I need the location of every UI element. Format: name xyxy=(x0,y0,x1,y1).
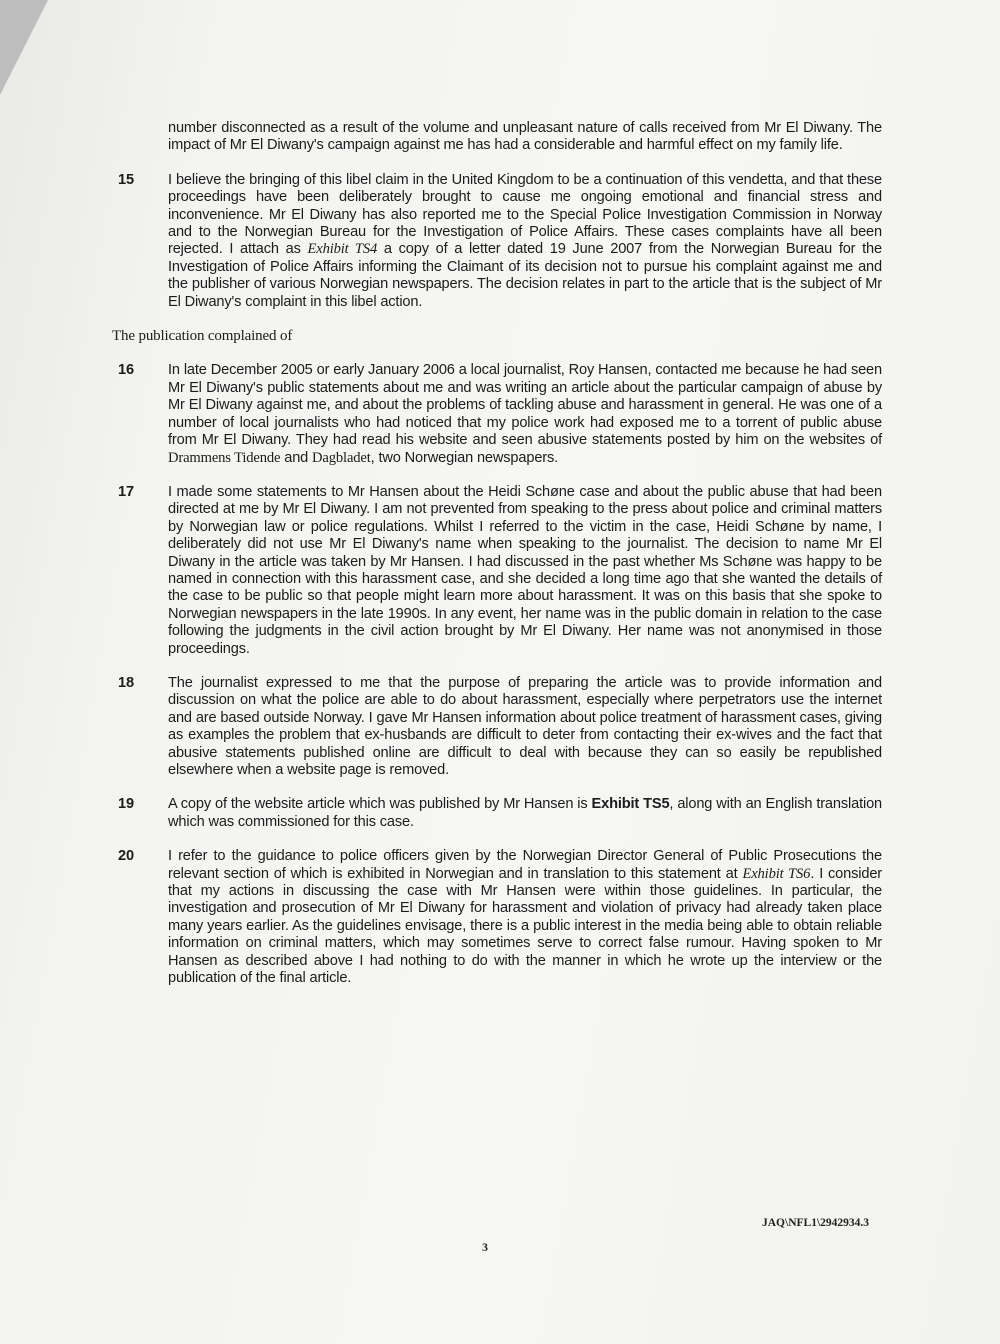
newspaper-name: Dagbladet xyxy=(312,449,371,466)
paragraph-number: 15 xyxy=(118,171,134,188)
document-reference: JAQ\NFL1\2942934.3 xyxy=(762,1217,870,1229)
paragraph-text: . I consider that my actions in discussing the case with Mr Hansen were within those guidelines. In particular, the investigation and prosecution of Mr El Diwany for harassment and violation of privacy had already taken place many years earlier. As the guidelines envisage, there is a public interest in the media being able to obtain reliable information on criminal matters, which may sometimes serve to correct false rumour. Having spoken to Mr Hansen as described above I had nothing to do with the manner in which he wrote up the interview or the publication of the final article. xyxy=(168,865,882,987)
section-heading xyxy=(112,328,882,345)
paragraph-19 xyxy=(112,796,882,831)
paragraph-number: 18 xyxy=(118,674,134,691)
section-heading-text: The publication complained of xyxy=(112,328,293,345)
exhibit-reference: Exhibit TS5 xyxy=(591,796,670,813)
paragraph-continuation xyxy=(112,120,882,155)
paragraph-18 xyxy=(112,675,882,779)
paragraph-text: A copy of the website article which was published by Mr Hansen is xyxy=(168,796,592,813)
paragraph-20 xyxy=(112,848,882,987)
paragraph-text: and xyxy=(280,449,313,466)
paragraph-text: , along with an English translation which was commissioned for this case. xyxy=(168,796,882,830)
paragraph-17 xyxy=(112,484,882,658)
paragraph-text: a copy of a letter dated 19 June 2007 from the Norwegian Bureau for the Investigation of Police Affairs informing the Claimant of its decision not to pursue his complaint against me and the publisher of various Norwegian newspapers. The decision relates in part to the article that is the subject of Mr El Diwany's complaint in this libel action. xyxy=(168,241,882,310)
paragraph-text: number disconnected as a result of the volume and unpleasant nature of calls received from Mr El Diwany. The impact of Mr El Diwany's campaign against me has had a considerable and harmful effect on my family life. xyxy=(168,120,882,154)
paragraph-16 xyxy=(112,362,882,466)
page-number: 3 xyxy=(482,1240,488,1254)
exhibit-reference: Exhibit TS4 xyxy=(307,241,378,258)
document-body xyxy=(112,120,882,1004)
page-fold-shadow xyxy=(0,0,48,95)
newspaper-name: Drammens Tidende xyxy=(168,449,281,466)
paragraph-text: , two Norwegian newspapers. xyxy=(370,449,559,466)
paragraph-text: In late December 2005 or early January 2006 a local journalist, Roy Hansen, contacted me because he had seen Mr El Diwany's public statements about me and was writing an article about the particular campaign of abuse by Mr El Diwany against me, and about the problems of tackling abuse and harassment in general. He was one of a number of local journalists who had noticed that my police work had exposed me to a torrent of public abuse from Mr El Diwany. They had read his website and seen abusive statements posted by him on the websites of xyxy=(168,362,882,449)
paragraph-text: I made some statements to Mr Hansen about the Heidi Schøne case and about the public abuse that had been directed at me by Mr El Diwany. I am not prevented from speaking to the press about police and criminal matters by Norwegian law or police regulations. Whilst I referred to the victim in the case, Heidi Schøne by name, I deliberately did not use Mr El Diwany's name when speaking to the journalist. The decision to name Mr El Diwany in the article was taken by Mr Hansen. I had discussed in the past whether Ms Schøne was happy to be named in connection with this harassment case, and she decided a long time ago that she wanted the details of the case to be public so that people might learn more about harassment. It was on this basis that she spoke to Norwegian newspapers in the late 1990s. In any event, her name was in the public domain in relation to the case following the judgments in the civil action brought by Mr El Diwany. Her name was not anonymised in those proceedings. xyxy=(168,483,882,657)
paragraph-number: 16 xyxy=(118,362,134,379)
paragraph-text: The journalist expressed to me that the purpose of preparing the article was to provide information and discussion on what the police are able to do about harassment, especially where perpetrators use the internet and are based outside Norway. I gave Mr Hansen information about police treatment of harassment cases, giving as examples the problem that ex-husbands are difficult to deter from contacting their ex-wives and the fact that abusive statements published online are difficult to deal with because they can so easily be republished elsewhere when a website page is removed. xyxy=(168,674,882,778)
paragraph-number: 17 xyxy=(118,483,134,500)
paragraph-15 xyxy=(112,172,882,311)
exhibit-reference: Exhibit TS6 xyxy=(742,865,811,882)
paragraph-number: 20 xyxy=(118,848,134,865)
paragraph-number: 19 xyxy=(118,796,134,813)
paragraph-text: I believe the bringing of this libel claim in the United Kingdom to be a continuation of this vendetta, and that these proceedings have been deliberately brought to cause me ongoing emotional and financial stress and inconvenience. Mr El Diwany has also reported me to the Special Police Investigation Commission in Norway and to the Norwegian Bureau for the Investigation of Police Affairs. These cases complaints have all been rejected. I attach as xyxy=(168,171,882,258)
paragraph-text: I refer to the guidance to police officers given by the Norwegian Director General of Public Prosecutions the relevant section of which is exhibited in Norwegian and in translation to this statement at xyxy=(168,848,882,882)
